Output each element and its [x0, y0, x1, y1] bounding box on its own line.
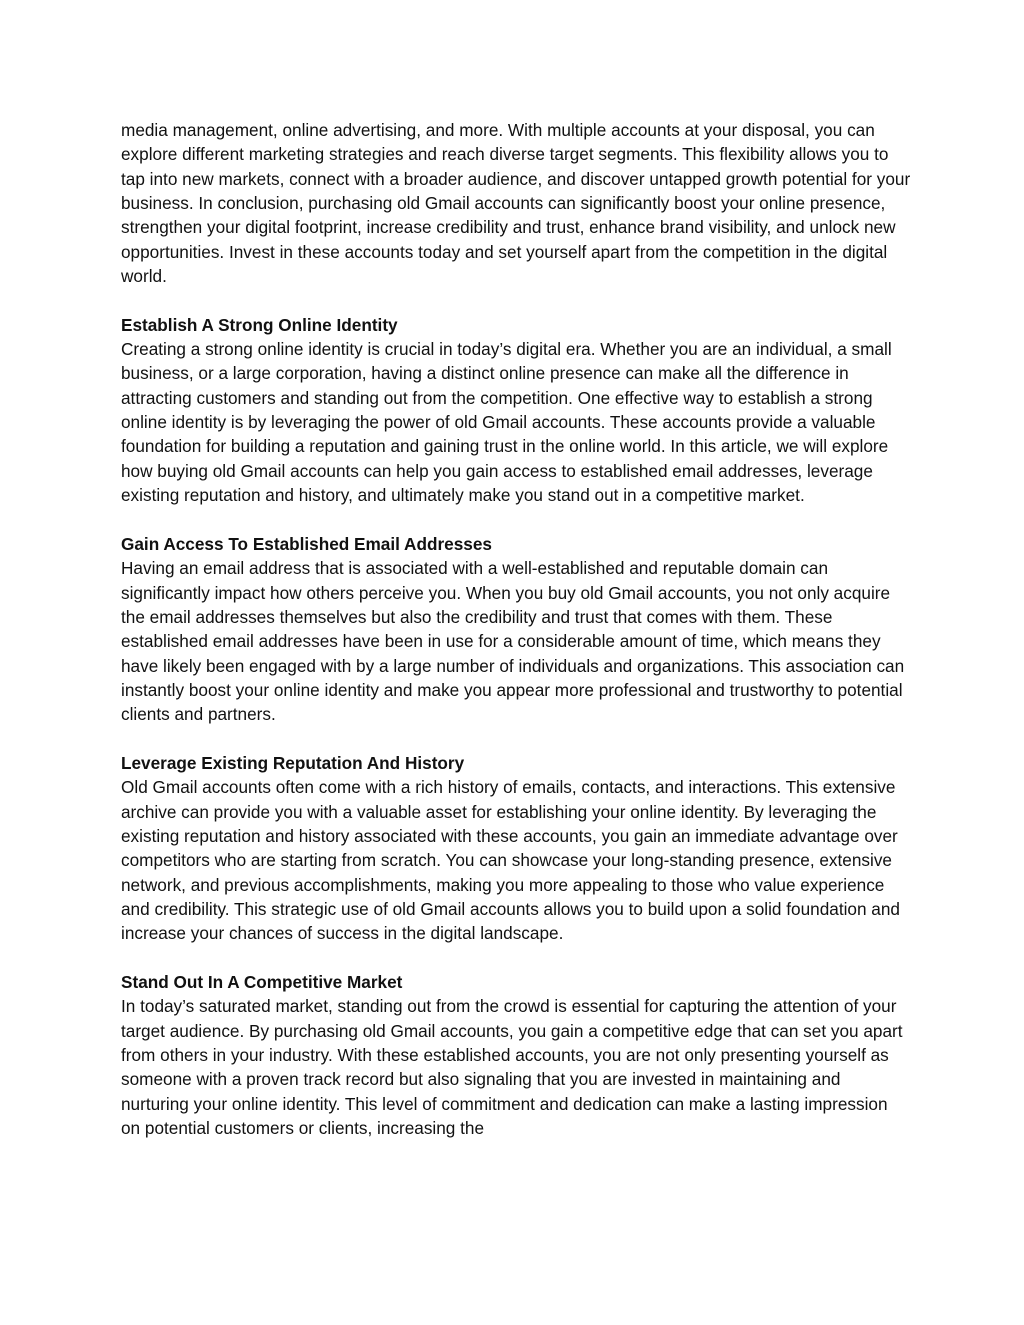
section-paragraph: Creating a strong online identity is crucial in today’s digital era. Whether you are an individual, a small business, or a large corporation, having a distinct online presence can make all the difference in attracting customers and standing out from the competition. One effective way to establish a strong online identity is by leveraging the power of old Gmail accounts. These accounts provide a valuable foundation for building a reputation and gaining trust in the online world. In this article, we will explore how buying old Gmail accounts can help you gain access to established email addresses, leverage existing reputation and history, and ultimately make you stand out in a competitive market.: [121, 339, 892, 506]
section-competitive-market: [121, 970, 911, 1140]
section-heading: Establish A Strong Online Identity: [121, 314, 398, 335]
document-page: [121, 118, 911, 1140]
section-established-email: [121, 532, 911, 727]
section-reputation-history: [121, 751, 911, 946]
section-paragraph: Old Gmail accounts often come with a rich history of emails, contacts, and interactions. This extensive archive can provide you with a valuable asset for establishing your online identity. By leveraging the existing reputation and history associated with these accounts, you gain an immediate advantage over competitors who are starting from scratch. You can showcase your long-standing presence, extensive network, and previous accomplishments, making you more appealing to those who value experience and credibility. This strategic use of old Gmail accounts allows you to build upon a solid foundation and increase your chances of success in the digital landscape.: [121, 777, 900, 944]
section-paragraph: Having an email address that is associated with a well-established and reputable domain can significantly impact how others perceive you. When you buy old Gmail accounts, you not only acquire the email addresses themselves but also the credibility and trust that comes with them. These established email addresses have been in use for a considerable amount of time, which means they have likely been engaged with by a large number of individuals and organizations. This association can instantly boost your online identity and make you appear more professional and trustworthy to potential clients and partners.: [121, 558, 905, 725]
section-establish-identity: [121, 313, 911, 508]
section-heading: Stand Out In A Competitive Market: [121, 972, 403, 993]
section-heading: Gain Access To Established Email Addresses: [121, 533, 492, 554]
intro-paragraph: media management, online advertising, and more. With multiple accounts at your disposal, you can explore different marketing strategies and reach diverse target segments. This flexibility allows you to tap into new markets, connect with a broader audience, and discover untapped growth potential for your business. In conclusion, purchasing old Gmail accounts can significantly boost your online presence, strengthen your digital footprint, increase credibility and trust, enhance brand visibility, and unlock new opportunities. Invest in these accounts today and set yourself apart from the competition in the digital world.: [121, 120, 911, 287]
section-heading: Leverage Existing Reputation And History: [121, 752, 465, 773]
section-paragraph: In today’s saturated market, standing out from the crowd is essential for capturing the attention of your target audience. By purchasing old Gmail accounts, you gain a competitive edge that can set you apart from others in your industry. With these established accounts, you are not only presenting yourself as someone with a proven track record but also signaling that you are invested in maintaining and nurturing your online identity. This level of commitment and dedication can make a lasting impression on potential customers or clients, increasing the: [121, 996, 903, 1139]
